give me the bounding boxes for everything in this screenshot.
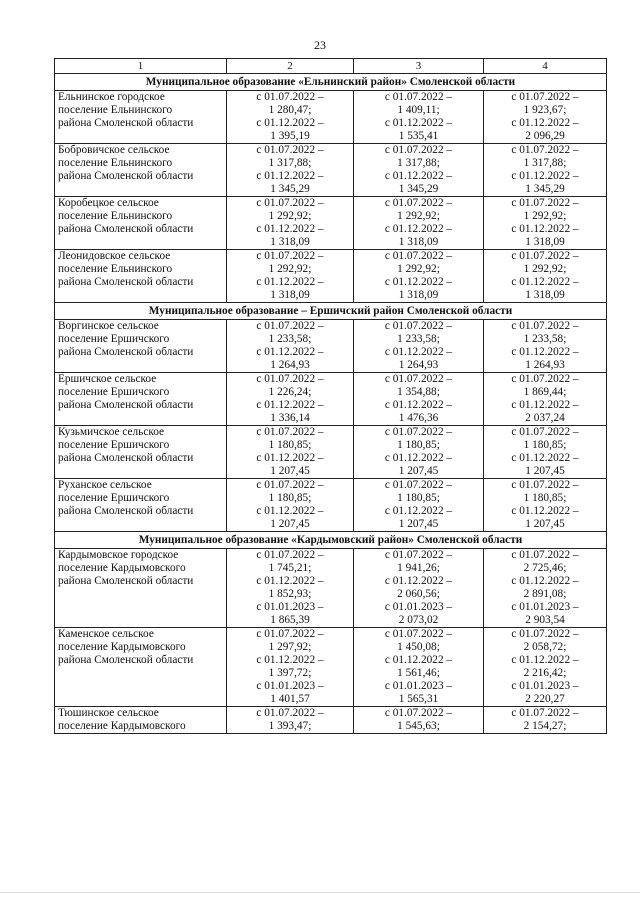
section-title: Муниципальное образование «Ельнинский район» Смоленской области bbox=[55, 74, 607, 91]
table-row bbox=[55, 91, 607, 144]
table-row bbox=[55, 373, 607, 426]
tariff-cell-col2: с 01.07.2022 – 1 233,58; с 01.12.2022 – 1 264,93 bbox=[227, 320, 354, 373]
settlement-name-cell: Тюшинское сельское поселение Кардымовского bbox=[55, 707, 227, 734]
tariff-cell-col2: с 01.07.2022 – 1 297,92; с 01.12.2022 – 1 397,72; с 01.01.2023 – 1 401,57 bbox=[227, 628, 354, 707]
tariff-cell-col3: с 01.07.2022 – 1 180,85; с 01.12.2022 – 1 207,45 bbox=[354, 479, 484, 532]
section-title: Муниципальное образование «Кардымовский район» Смоленской области bbox=[55, 532, 607, 549]
settlement-name-cell: Руханское сельское поселение Ершичского района Смоленской области bbox=[55, 479, 227, 532]
tariff-cell-col2: с 01.07.2022 – 1 292,92; с 01.12.2022 – 1 318,09 bbox=[227, 250, 354, 303]
tariff-cell-col3: с 01.07.2022 – 1 941,26; с 01.12.2022 – 2 060,56; с 01.01.2023 – 2 073,02 bbox=[354, 549, 484, 628]
tariff-cell-col2: с 01.07.2022 – 1 280,47; с 01.12.2022 – 1 395,19 bbox=[227, 91, 354, 144]
settlement-name-cell: Ершичское сельское поселение Ершичского района Смоленской области bbox=[55, 373, 227, 426]
table-row bbox=[55, 197, 607, 250]
section-header-row bbox=[55, 532, 607, 549]
table-row bbox=[55, 426, 607, 479]
tariff-cell-col3: с 01.07.2022 – 1 292,92; с 01.12.2022 – 1 318,09 bbox=[354, 197, 484, 250]
tariff-cell-col2: с 01.07.2022 – 1 393,47; bbox=[227, 707, 354, 734]
tariff-cell-col2: с 01.07.2022 – 1 180,85; с 01.12.2022 – 1 207,45 bbox=[227, 479, 354, 532]
table-row bbox=[55, 628, 607, 707]
tariff-cell-col3: с 01.07.2022 – 1 450,08; с 01.12.2022 – 1 561,46; с 01.01.2023 – 1 565,31 bbox=[354, 628, 484, 707]
tariff-table bbox=[54, 58, 607, 734]
tariff-cell-col3: с 01.07.2022 – 1 545,63; bbox=[354, 707, 484, 734]
tariff-cell-col4: с 01.07.2022 – 2 725,46; с 01.12.2022 – 2 891,08; с 01.01.2023 – 2 903,54 bbox=[484, 549, 607, 628]
tariff-cell-col3: с 01.07.2022 – 1 409,11; с 01.12.2022 – 1 535,41 bbox=[354, 91, 484, 144]
settlement-name-cell: Ельнинское городское поселение Ельнинского района Смоленской области bbox=[55, 91, 227, 144]
tariff-cell-col3: с 01.07.2022 – 1 292,92; с 01.12.2022 – 1 318,09 bbox=[354, 250, 484, 303]
section-header-row bbox=[55, 303, 607, 320]
tariff-cell-col2: с 01.07.2022 – 1 292,92; с 01.12.2022 – 1 318,09 bbox=[227, 197, 354, 250]
tariff-cell-col2: с 01.07.2022 – 1 226,24; с 01.12.2022 – 1 336,14 bbox=[227, 373, 354, 426]
column-header: 1 bbox=[55, 59, 227, 74]
tariff-cell-col4: с 01.07.2022 – 1 317,88; с 01.12.2022 – 1 345,29 bbox=[484, 144, 607, 197]
table-row bbox=[55, 320, 607, 373]
tariff-cell-col2: с 01.07.2022 – 1 317,88; с 01.12.2022 – 1 345,29 bbox=[227, 144, 354, 197]
settlement-name-cell: Леонидовское сельское поселение Ельнинского района Смоленской области bbox=[55, 250, 227, 303]
tariff-cell-col2: с 01.07.2022 – 1 745,21; с 01.12.2022 – 1 852,93; с 01.01.2023 – 1 865,39 bbox=[227, 549, 354, 628]
tariff-cell-col4: с 01.07.2022 – 1 292,92; с 01.12.2022 – 1 318,09 bbox=[484, 250, 607, 303]
settlement-name-cell: Каменское сельское поселение Кардымовского района Смоленской области bbox=[55, 628, 227, 707]
tariff-cell-col3: с 01.07.2022 – 1 233,58; с 01.12.2022 – 1 264,93 bbox=[354, 320, 484, 373]
tariff-cell-col4: с 01.07.2022 – 1 180,85; с 01.12.2022 – 1 207,45 bbox=[484, 426, 607, 479]
tariff-cell-col4: с 01.07.2022 – 2 154,27; bbox=[484, 707, 607, 734]
section-title: Муниципальное образование – Ершичский район Смоленской области bbox=[55, 303, 607, 320]
table-row bbox=[55, 549, 607, 628]
column-header: 2 bbox=[227, 59, 354, 74]
tariff-cell-col2: с 01.07.2022 – 1 180,85; с 01.12.2022 – 1 207,45 bbox=[227, 426, 354, 479]
table-row bbox=[55, 479, 607, 532]
tariff-cell-col4: с 01.07.2022 – 1 292,92; с 01.12.2022 – 1 318,09 bbox=[484, 197, 607, 250]
column-header: 3 bbox=[354, 59, 484, 74]
settlement-name-cell: Бобровичское сельское поселение Ельнинского района Смоленской области bbox=[55, 144, 227, 197]
tariff-cell-col4: с 01.07.2022 – 1 869,44; с 01.12.2022 – 2 037,24 bbox=[484, 373, 607, 426]
tariff-cell-col4: с 01.07.2022 – 2 058,72; с 01.12.2022 – 2 216,42; с 01.01.2023 – 2 220,27 bbox=[484, 628, 607, 707]
tariff-cell-col4: с 01.07.2022 – 1 180,85; с 01.12.2022 – 1 207,45 bbox=[484, 479, 607, 532]
table-row bbox=[55, 250, 607, 303]
settlement-name-cell: Коробецкое сельское поселение Ельнинского района Смоленской области bbox=[55, 197, 227, 250]
settlement-name-cell: Кузьмичское сельское поселение Ершичского района Смоленской области bbox=[55, 426, 227, 479]
column-header-row bbox=[55, 59, 607, 74]
tariff-cell-col3: с 01.07.2022 – 1 180,85; с 01.12.2022 – 1 207,45 bbox=[354, 426, 484, 479]
table-row bbox=[55, 707, 607, 734]
table-row bbox=[55, 144, 607, 197]
section-header-row bbox=[55, 74, 607, 91]
settlement-name-cell: Воргинское сельское поселение Ершичского района Смоленской области bbox=[55, 320, 227, 373]
column-header: 4 bbox=[484, 59, 607, 74]
tariff-cell-col3: с 01.07.2022 – 1 354,88; с 01.12.2022 – 1 476,36 bbox=[354, 373, 484, 426]
settlement-name-cell: Кардымовское городское поселение Кардымовского района Смоленской области bbox=[55, 549, 227, 628]
page-bottom-edge bbox=[0, 892, 640, 893]
page-number: 23 bbox=[314, 38, 326, 52]
tariff-cell-col3: с 01.07.2022 – 1 317,88; с 01.12.2022 – 1 345,29 bbox=[354, 144, 484, 197]
tariff-cell-col4: с 01.07.2022 – 1 233,58; с 01.12.2022 – 1 264,93 bbox=[484, 320, 607, 373]
tariff-cell-col4: с 01.07.2022 – 1 923,67; с 01.12.2022 – 2 096,29 bbox=[484, 91, 607, 144]
